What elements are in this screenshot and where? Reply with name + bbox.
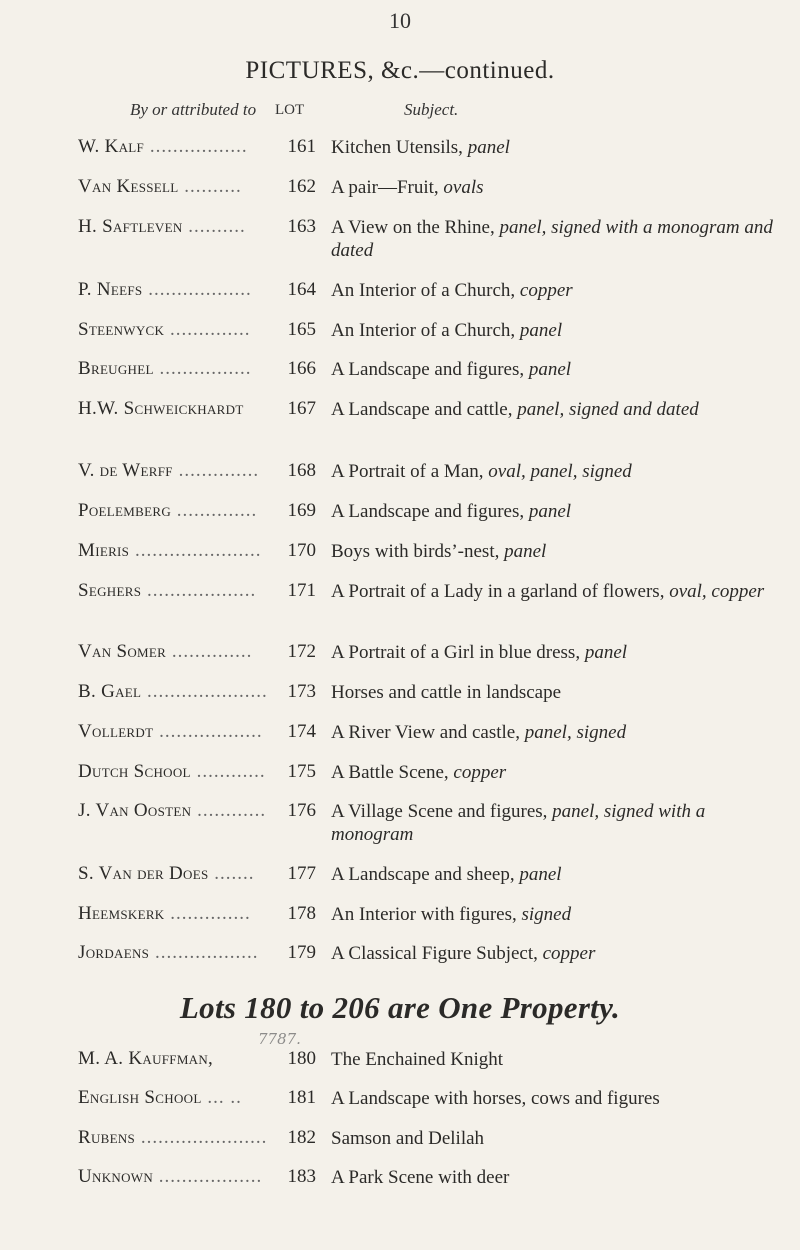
artist-name: Mieris ...................... <box>78 540 262 561</box>
leader-dots: .................. <box>153 1166 263 1187</box>
artist-name: S. Van der Does ....... <box>78 863 255 884</box>
lot-number: 173 <box>287 681 316 702</box>
lot-subject: A Landscape and sheep, panel <box>331 864 562 885</box>
lot-number: 172 <box>287 641 316 662</box>
lot-subject: A Portrait of a Lady in a garland of flowers, oval, copper <box>331 581 765 602</box>
lot-column-header: LOT <box>275 102 305 118</box>
leader-dots: .......... <box>182 216 246 237</box>
leader-dots: ...................... <box>129 540 262 561</box>
lot-subject: A Landscape and figures, panel <box>331 359 572 380</box>
lot-subject: A Village Scene and figures, panel, signed with a monogram <box>331 801 706 845</box>
page-number: 10 <box>389 8 411 33</box>
lot-detail: panel <box>467 137 510 158</box>
lot-subject: Boys with birds’-nest, panel <box>331 541 547 562</box>
lot-detail: panel <box>504 541 547 562</box>
lot-detail: panel <box>584 642 628 663</box>
lot-detail: panel <box>519 320 563 341</box>
leader-dots: ............ <box>190 761 266 782</box>
lot-subject: A pair—Fruit, ovals <box>331 177 484 198</box>
artist-name: Steenwyck .............. <box>78 319 251 340</box>
leader-dots: .................. <box>149 942 259 963</box>
artist-name: M. A. Kauffman, <box>78 1048 214 1069</box>
lot-number: 183 <box>287 1166 316 1187</box>
leader-dots: .............. <box>166 641 253 662</box>
lot-subject: A Classical Figure Subject, copper <box>331 943 596 964</box>
leader-dots: .................. <box>142 279 252 300</box>
lot-number: 179 <box>287 942 316 963</box>
artist-name: English School ... .. <box>78 1087 242 1108</box>
lots-heading: Lots 180 to 206 are One Property. <box>179 990 621 1025</box>
lot-detail: panel <box>528 501 572 522</box>
lot-number: 176 <box>287 800 316 821</box>
lot-number: 167 <box>287 398 316 419</box>
lot-subject: Kitchen Utensils, panel <box>331 137 510 158</box>
lot-subject: A River View and castle, panel, signed <box>331 722 627 743</box>
lot-subject: A View on the Rhine, panel, signed with a monogram and dated <box>331 217 773 261</box>
artist-name: Rubens ...................... <box>78 1127 268 1148</box>
lot-subject: A Battle Scene, copper <box>331 762 507 783</box>
lot-number: 171 <box>287 580 316 601</box>
leader-dots: ................... <box>141 580 257 601</box>
lot-detail: oval, panel, signed <box>488 461 632 482</box>
artist-name: Breughel ................ <box>78 358 252 379</box>
lot-subject: A Portrait of a Girl in blue dress, panel <box>331 642 628 663</box>
lot-number: 165 <box>287 319 316 340</box>
artist-column-header: By or attributed to <box>130 100 257 119</box>
leader-dots: .......... <box>178 176 242 197</box>
lot-detail: ovals <box>443 177 484 198</box>
lot-number: 177 <box>287 863 316 884</box>
artist-name: Heemskerk .............. <box>78 903 251 924</box>
lot-subject: A Portrait of a Man, oval, panel, signed <box>331 461 632 482</box>
lot-number: 166 <box>287 358 316 379</box>
lot-number: 163 <box>287 216 316 237</box>
leader-dots: .............. <box>164 903 251 924</box>
artist-name: W. Kalf ................. <box>78 136 248 157</box>
artist-name: V. de Werff .............. <box>78 460 260 481</box>
lot-subject: A Landscape and figures, panel <box>331 501 572 522</box>
lot-number: 169 <box>287 500 316 521</box>
leader-dots: ..................... <box>141 681 268 702</box>
subject-column-header: Subject. <box>404 100 459 119</box>
lot-subject: A Landscape and cattle, panel, signed and dated <box>331 399 699 420</box>
lot-subject: An Interior of a Church, copper <box>331 280 573 301</box>
lot-subject: A Park Scene with deer <box>331 1167 510 1188</box>
leader-dots: ............ <box>191 800 267 821</box>
lot-number: 162 <box>287 176 316 197</box>
leader-dots: ....... <box>208 863 255 884</box>
artist-name: J. Van Oosten ............ <box>78 800 267 821</box>
lot-detail: panel <box>519 864 562 885</box>
leader-dots: ...................... <box>135 1127 268 1148</box>
lot-detail: panel, signed with a monogram <box>331 801 706 845</box>
leader-dots: .................. <box>153 721 263 742</box>
lot-detail: signed <box>521 904 572 925</box>
handwritten-price: 7787. <box>258 1030 301 1048</box>
lot-number: 168 <box>287 460 316 481</box>
leader-dots: ................. <box>144 136 248 157</box>
lot-detail: oval, copper <box>669 581 765 602</box>
artist-name: Vollerdt .................. <box>78 721 263 742</box>
column-headers <box>0 100 800 126</box>
artist-name: Jordaens .................. <box>78 942 259 963</box>
leader-dots: ................ <box>153 358 252 379</box>
lot-subject: A Landscape with horses, cows and figures <box>331 1088 660 1109</box>
leader-dots: .............. <box>164 319 251 340</box>
lot-subject: An Interior with figures, signed <box>331 904 572 925</box>
artist-name: Unknown .................. <box>78 1166 263 1187</box>
lot-detail: panel, signed and dated <box>517 399 699 420</box>
artist-name: P. Neefs .................. <box>78 279 252 300</box>
artist-name: H.W. Schweickhardt <box>78 398 244 419</box>
lot-number: 182 <box>287 1127 316 1148</box>
leader-dots: ... .. <box>201 1087 242 1108</box>
lot-number: 180 <box>287 1048 316 1069</box>
artist-name: Seghers ................... <box>78 580 257 601</box>
lot-number: 161 <box>287 136 316 157</box>
lot-number: 178 <box>287 903 316 924</box>
leader-dots: .............. <box>172 460 260 481</box>
artist-name: Van Kessell .......... <box>78 176 242 197</box>
lot-detail: copper <box>542 943 596 964</box>
artist-name: H. Saftleven .......... <box>78 216 246 237</box>
lot-number: 170 <box>287 540 316 561</box>
lot-detail: copper <box>453 762 507 783</box>
leader-dots: .............. <box>171 500 258 521</box>
lot-detail: panel, signed <box>524 722 627 743</box>
lot-subject: The Enchained Knight <box>331 1049 504 1070</box>
lot-detail: copper <box>519 280 573 301</box>
lot-detail: panel <box>528 359 572 380</box>
lot-number: 164 <box>287 279 316 300</box>
artist-name: Van Somer .............. <box>78 641 253 662</box>
lot-number: 174 <box>287 721 316 742</box>
artist-name: Poelemberg .............. <box>78 500 258 521</box>
lot-subject: Horses and cattle in landscape <box>331 682 562 703</box>
lot-detail: panel, signed with a monogram and dated <box>331 217 773 261</box>
lot-number: 175 <box>287 761 316 782</box>
artist-name: B. Gael ..................... <box>78 681 268 702</box>
artist-name: Dutch School ............ <box>78 761 266 782</box>
section-title: PICTURES, &c.—continued. <box>245 57 555 84</box>
lot-number: 181 <box>287 1087 316 1108</box>
lot-subject: An Interior of a Church, panel <box>331 320 563 341</box>
lot-subject: Samson and Delilah <box>331 1128 485 1149</box>
